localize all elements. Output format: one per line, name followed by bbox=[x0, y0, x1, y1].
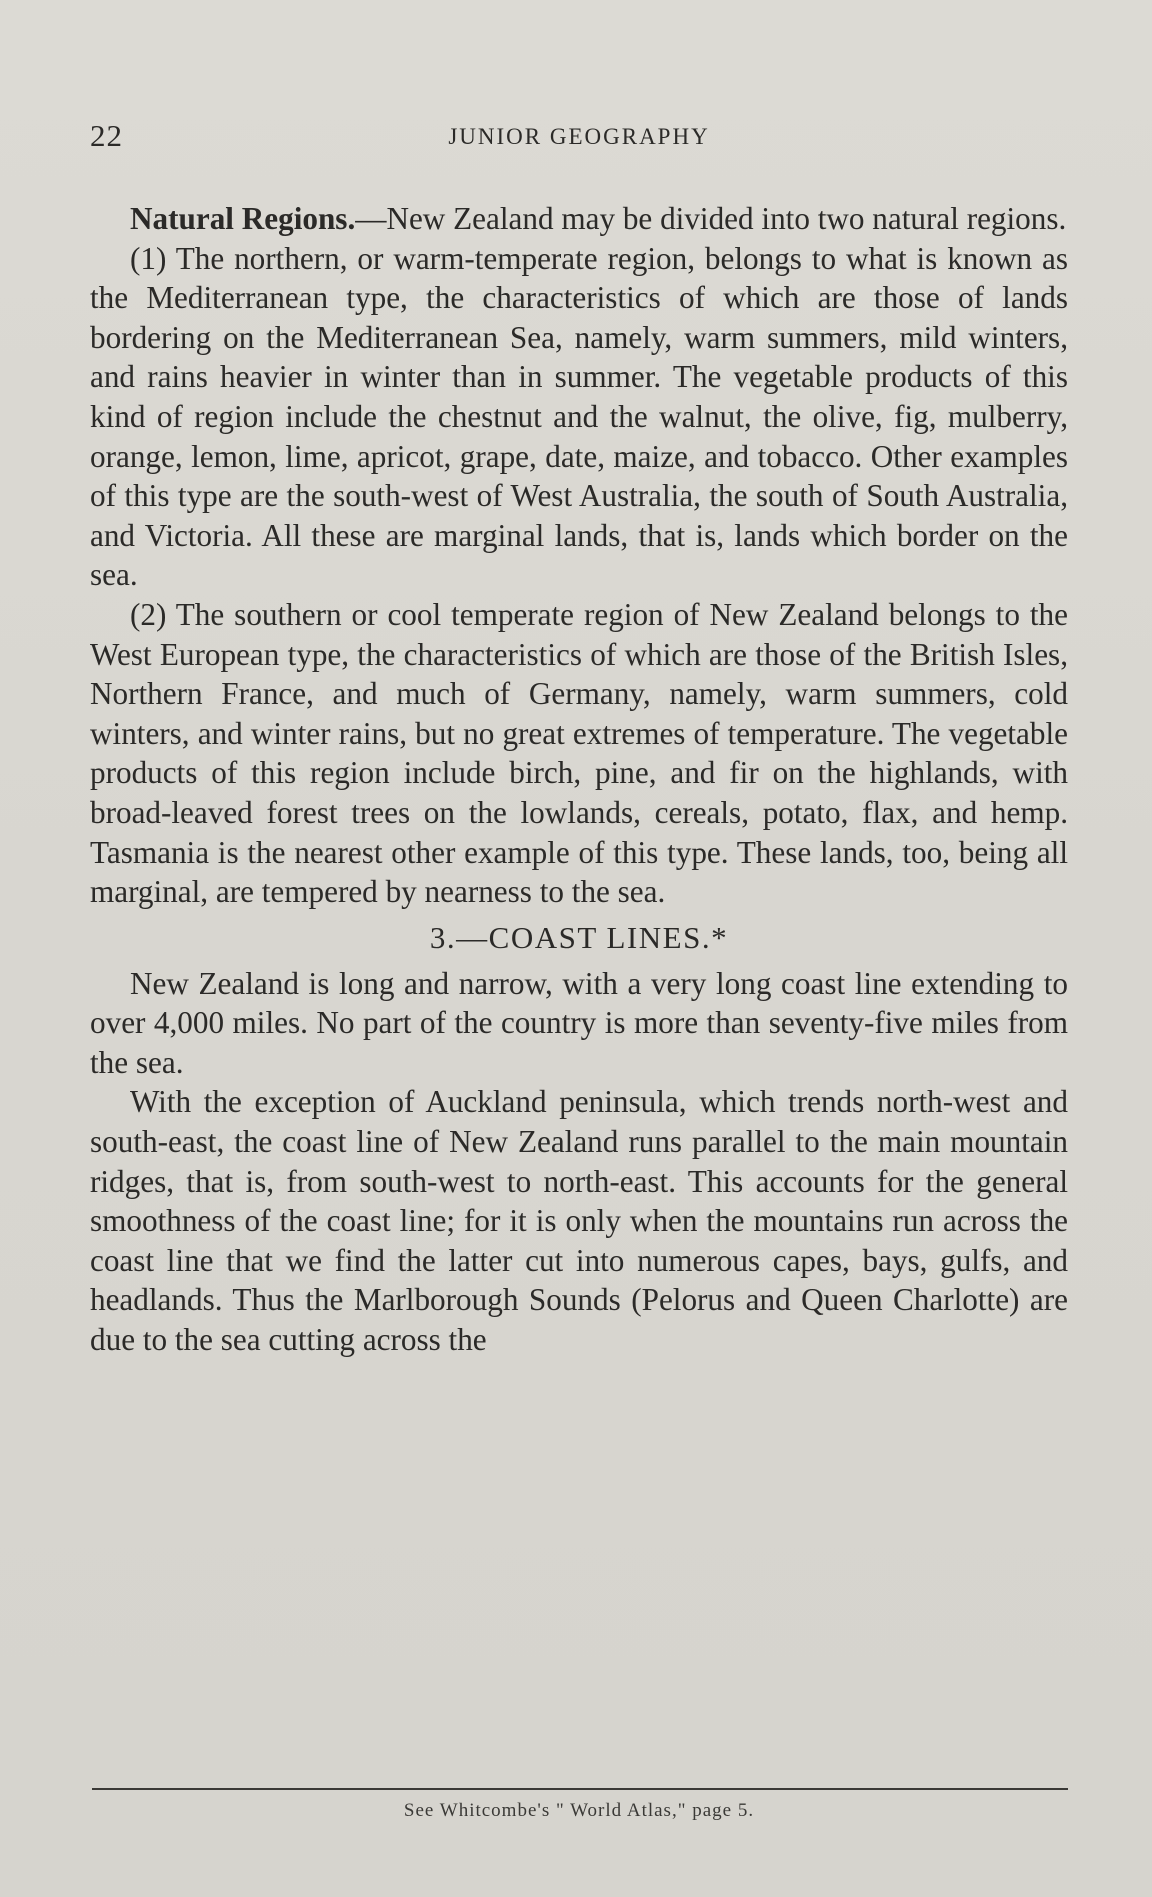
paragraph-coast-length: New Zealand is long and narrow, with a very long coast line extending to over 4,000 miles. No part of the country is more than seventy-five miles from the sea. bbox=[90, 965, 1068, 1080]
paragraph-coast-direction: With the exception of Auckland peninsula, which trends north-west and south-east, the coast line of New Zealand runs parallel to the main mountain ridges, that is, from south-west to north-east. This accounts for the general smoothness of the coast line; for it is only when the mountains run across the coast line that we find the latter cut into numerous capes, bays, gulfs, and headlands. Thus the Marlborough Sounds (Pelorus and Queen Charlotte) are due to the sea cutting across the bbox=[90, 1084, 1068, 1358]
page-number: 22 bbox=[90, 118, 123, 153]
footnote-divider bbox=[92, 1788, 1068, 1790]
section-heading: 3.—COAST LINES.* bbox=[429, 919, 729, 955]
paragraph-natural-regions bbox=[90, 199, 1068, 239]
running-title: JUNIOR GEOGRAPHY bbox=[448, 124, 710, 149]
page-header bbox=[90, 118, 1068, 158]
footnote: See Whitcombe's " World Atlas," page 5. bbox=[403, 1800, 755, 1821]
paragraph-text: —New Zealand may be divided into two natural regions. bbox=[355, 201, 1067, 236]
main-text bbox=[90, 199, 1068, 1360]
run-in-heading: Natural Regions. bbox=[130, 201, 356, 236]
paragraph-northern-region: (1) The northern, or warm-temperate region, belongs to what is known as the Mediterranean type, the characteristics of which are those of lands bordering on the Mediterranean Sea, namely, warm summers, mild winters, and rains heavier in winter than in summer. The vegetable products of this kind of region include the chestnut and the walnut, the olive, fig, mulberry, orange, lemon, lime, apricot, grape, date, maize, and tobacco. Other examples of this type are the south-west of West Australia, the south of South Australia, and Victoria. All these are marginal lands, that is, lands which border on the sea. bbox=[90, 240, 1068, 593]
paragraph-southern-region: (2) The southern or cool temperate region of New Zealand belongs to the West European type, the characteristics of which are those of the British Isles, Northern France, and much of Germany, namely, warm summers, cold winters, and winter rains, but no great extremes of temperature. The vegetable products of this region include birch, pine, and fir on the highlands, with broad-leaved forest trees on the lowlands, cereals, potato, flax, and hemp. Tasmania is the nearest other example of this type. These lands, too, being all marginal, are tempered by nearness to the sea. bbox=[90, 596, 1068, 910]
